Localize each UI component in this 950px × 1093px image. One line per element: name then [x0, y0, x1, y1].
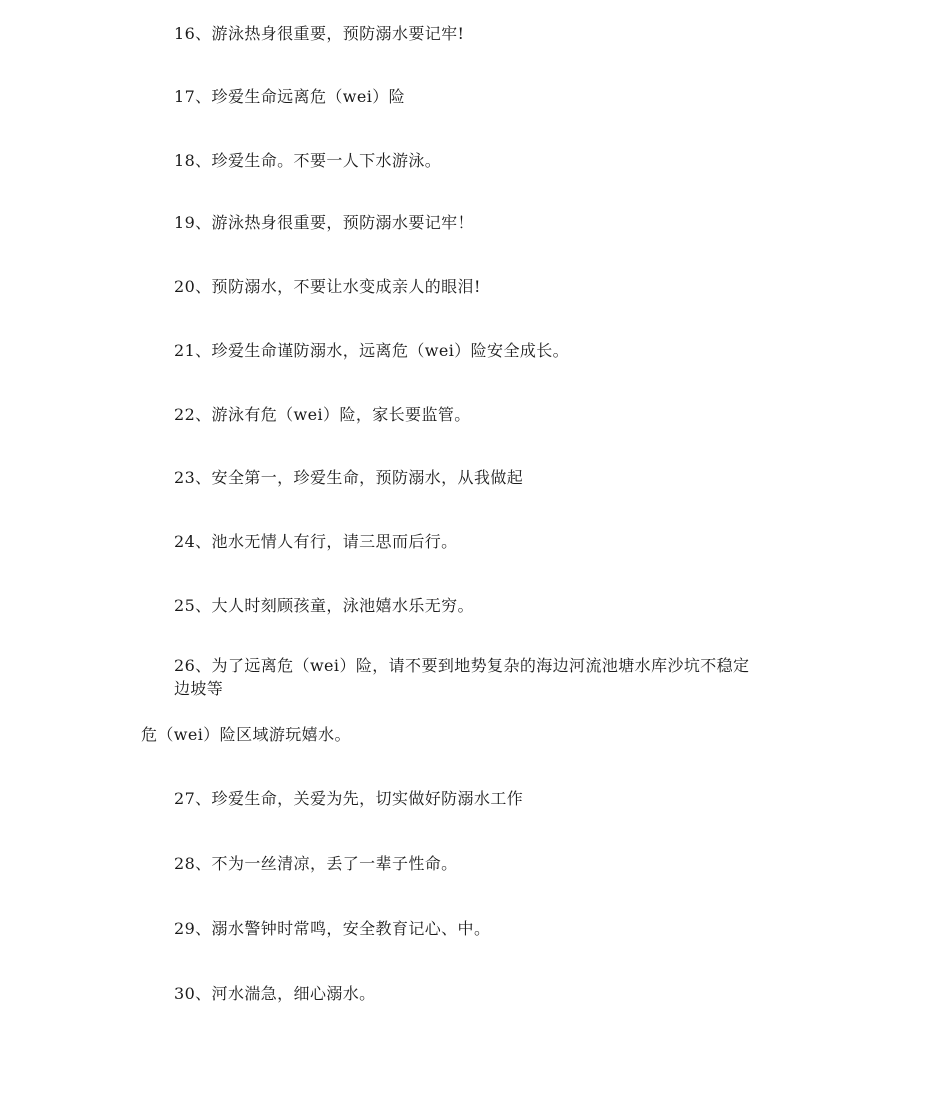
slogan-line-27: 27、珍爱生命，关爱为先，切实做好防溺水工作	[174, 789, 524, 808]
slogan-line-19: 19、游泳热身很重要，预防溺水要记牢！	[174, 213, 474, 232]
slogan-line-26-continued: 边坡等	[174, 679, 224, 698]
slogan-line-23: 23、安全第一，珍爱生命，预防溺水，从我做起	[174, 468, 524, 487]
slogan-line-26: 26、为了远离危（wei）险，请不要到地势复杂的海边河流池塘水库沙坑不稳定	[174, 656, 750, 675]
slogan-line-20: 20、预防溺水，不要让水变成亲人的眼泪!	[174, 277, 481, 296]
slogan-line-21: 21、珍爱生命谨防溺水，远离危（wei）险安全成长。	[174, 341, 570, 360]
slogan-line-16: 16、游泳热身很重要，预防溺水要记牢!	[174, 24, 465, 43]
slogan-line-26-wrap: 危（wei）险区域游玩嬉水。	[141, 725, 351, 744]
slogan-line-25: 25、大人时刻顾孩童，泳池嬉水乐无穷。	[174, 596, 474, 615]
slogan-line-29: 29、溺水警钟时常鸣，安全教育记心、中。	[174, 919, 491, 938]
slogan-line-30: 30、河水湍急，细心溺水。	[174, 984, 376, 1003]
slogan-line-28: 28、不为一丝清凉，丢了一辈子性命。	[174, 854, 458, 873]
slogan-line-22: 22、游泳有危（wei）险，家长要监管。	[174, 405, 471, 424]
slogan-line-17: 17、珍爱生命远离危（wei）险	[174, 87, 406, 106]
slogan-line-24: 24、池水无情人有行，请三思而后行。	[174, 532, 458, 551]
slogan-line-18: 18、珍爱生命。不要一人下水游泳。	[174, 151, 442, 170]
